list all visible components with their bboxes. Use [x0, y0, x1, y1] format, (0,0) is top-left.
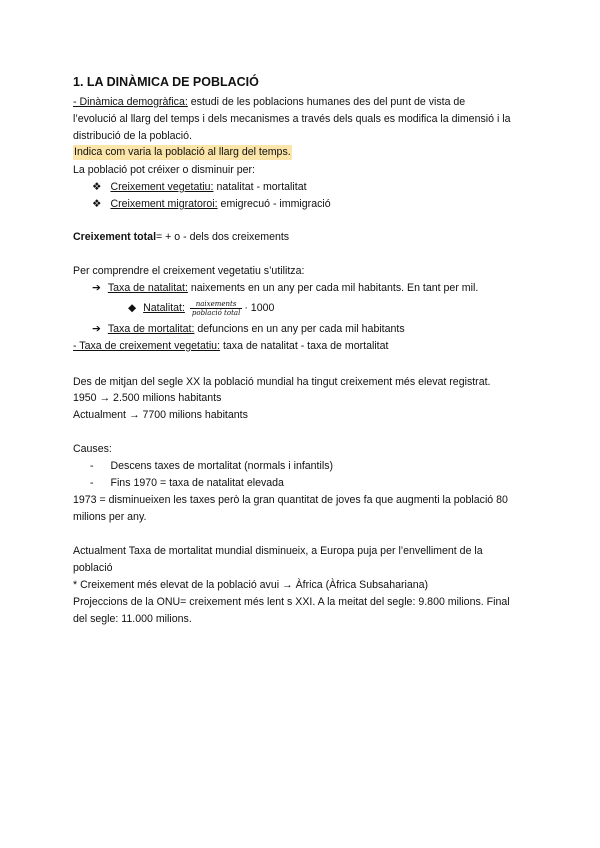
paragraph-line: Des de mitjan del segle XX la població mundial ha tingut creixement més elevat registrat. — [73, 376, 491, 388]
formula-term: Natalitat: — [143, 302, 185, 314]
definition-line-1 — [73, 95, 465, 109]
list-item-text: defuncions en un any per cada mil habitants — [194, 323, 405, 335]
solid-diamond-bullet-icon: ◆ — [128, 302, 137, 314]
list-item-term: Taxa de natalitat: — [107, 282, 188, 294]
formula-line — [128, 297, 274, 319]
definition-term: - Dinàmica demogràfica: — [73, 96, 188, 108]
diamond-bullet-icon: ❖ — [92, 198, 102, 210]
formula-multiplier: · 1000 — [244, 302, 275, 314]
paragraph-line: 1950 → 2.500 milions habitants — [73, 392, 222, 404]
list-item-term: Taxa de mortalitat: — [107, 323, 195, 335]
list-item-text: Descens taxes de mortalitat (normals i infantils) — [110, 460, 334, 472]
paragraph-line: del segle: 11.000 milions. — [73, 613, 192, 625]
definition-line-2: l’evolució al llarg del temps i dels mecanismes a través dels quals es modifica la dimensió i la — [73, 113, 511, 125]
paragraph-line: Actualment Taxa de mortalitat mundial disminueix, a Europa puja per l’envelliment de la — [73, 545, 483, 557]
highlight-text: Indica com varia la població al llarg del temps. — [74, 146, 291, 158]
paragraph-line: milions per any. — [73, 511, 147, 523]
list-item — [90, 459, 333, 473]
list-item-text: naixements en un any per cada mil habitants. En tant per mil. — [187, 282, 479, 294]
list-item-text: Fins 1970 = taxa de natalitat elevada — [110, 477, 284, 489]
causes-label: Causes: — [73, 443, 112, 455]
total-growth-label: Creixement total — [73, 231, 157, 243]
dash-bullet: - — [90, 477, 94, 489]
vegetative-intro: Per comprendre el creixement vegetatiu s’utilitza: — [73, 265, 305, 277]
vegetative-rate-text: taxa de natalitat - taxa de mortalitat — [220, 340, 389, 352]
growth-intro: La població pot créixer o disminuir per: — [73, 164, 255, 176]
arrow-bullet-icon: ➔ — [92, 282, 101, 294]
list-item — [92, 197, 331, 211]
fraction-denominator: població total — [191, 308, 241, 317]
vegetative-rate-line — [73, 339, 388, 353]
paragraph-line: població — [73, 562, 113, 574]
definition-line-3: distribució de la població. — [73, 130, 192, 142]
vegetative-rate-term: - Taxa de creixement vegetatiu: — [73, 340, 221, 352]
list-item — [92, 180, 307, 194]
definition-text-1: estudi de les poblacions humanes des del punt de vista de — [187, 96, 466, 108]
paragraph-line: * Creixement més elevat de la població avui → Àfrica (Àfrica Subsahariana) — [73, 579, 429, 591]
list-item — [92, 281, 478, 295]
total-growth-text: = + o - dels dos creixements — [156, 231, 290, 243]
total-growth-line — [73, 230, 289, 244]
list-item — [92, 322, 405, 336]
list-item-text: emigrecuó - immigració — [217, 198, 331, 210]
paragraph-line: 1973 = disminueixen les taxes però la gran quantitat de joves fa que augmenti la població 80 — [73, 494, 508, 506]
fraction-numerator: naixements — [190, 300, 242, 309]
paragraph-line: Actualment → 7700 milions habitants — [73, 409, 248, 421]
list-item-term: Creixement migratoroi: — [110, 198, 218, 210]
list-item-text: natalitat - mortalitat — [213, 181, 307, 193]
highlighted-line — [73, 145, 292, 159]
paragraph-line: Projeccions de la ONU= creixement més lent s XXI. A la meitat del segle: 9.800 milions. Final — [73, 596, 510, 608]
diamond-bullet-icon: ❖ — [92, 181, 102, 193]
arrow-bullet-icon: ➔ — [92, 323, 101, 335]
page-title: 1. LA DINÀMICA DE POBLACIÓ — [73, 75, 259, 89]
list-item — [90, 476, 284, 490]
list-item-term: Creixement vegetatiu: — [110, 181, 214, 193]
formula-fraction — [190, 300, 242, 317]
dash-bullet: - — [90, 460, 94, 472]
